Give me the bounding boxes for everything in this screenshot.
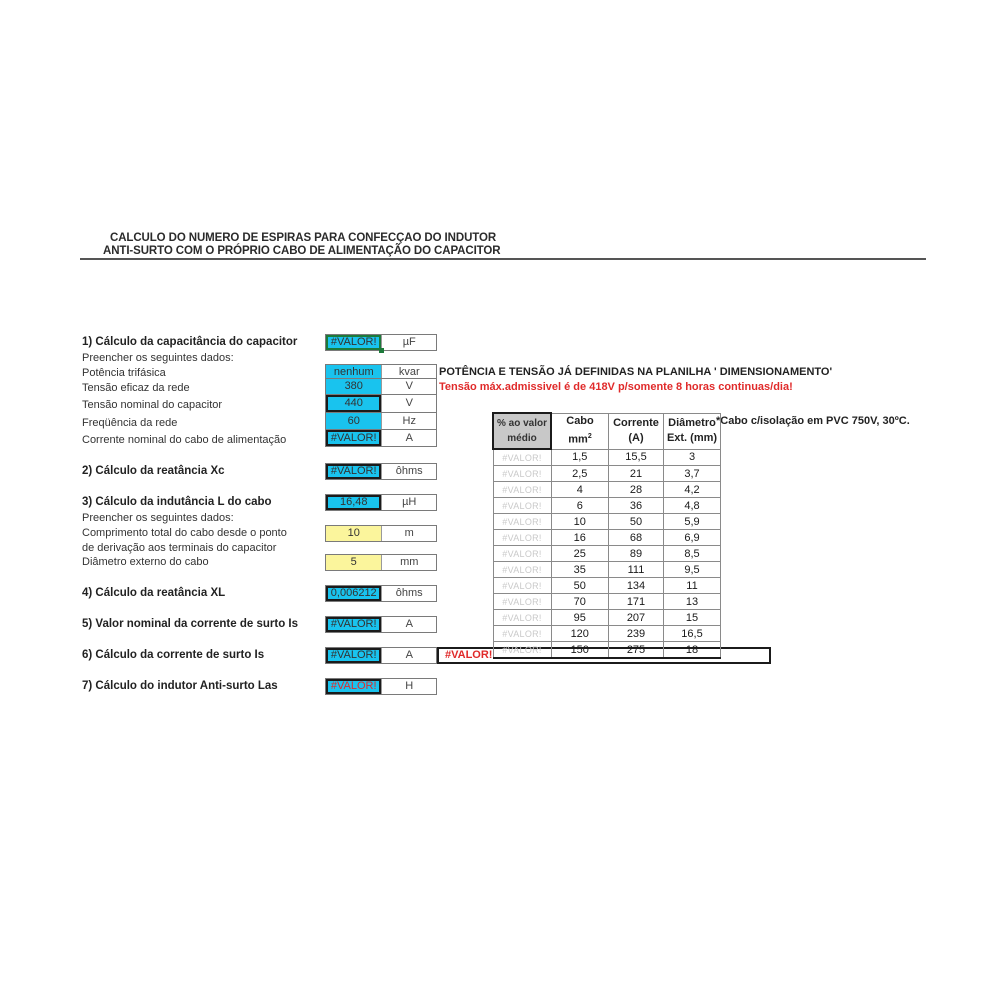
cable-length-label-1: Comprimento total do cabo desde o ponto	[82, 527, 287, 539]
step5-value[interactable]: #VALOR!	[326, 617, 381, 632]
cell-diametro[interactable]: 4,2	[664, 482, 721, 498]
cable-diameter-input[interactable]: 5	[326, 555, 381, 570]
cable-length-unit: m	[381, 526, 436, 541]
header-corrente	[609, 413, 664, 449]
cable-length-input[interactable]: 10	[326, 526, 381, 541]
table-row	[493, 482, 721, 498]
cell-pct[interactable]: #VALOR!	[493, 562, 551, 578]
step4-label: 4) Cálculo da reatância XL	[82, 587, 226, 599]
cell-pct[interactable]: #VALOR!	[493, 466, 551, 482]
input-row-power	[325, 364, 437, 379]
header-pct	[493, 413, 551, 449]
cell-diametro[interactable]: 13	[664, 594, 721, 610]
cell-diametro[interactable]: 3	[664, 449, 721, 466]
cell-diametro[interactable]: 6,9	[664, 530, 721, 546]
cell-pct[interactable]: #VALOR!	[493, 578, 551, 594]
cell-cabo[interactable]: 70	[551, 594, 609, 610]
title-divider	[80, 258, 926, 260]
step1-unit: µF	[381, 335, 436, 350]
table-row	[493, 642, 721, 659]
table-row	[493, 514, 721, 530]
step5-unit: A	[381, 617, 436, 632]
cell-corrente[interactable]: 134	[609, 578, 664, 594]
title-line-1: CALCULO DO NUMERO DE ESPIRAS PARA CONFECÇAO DO INDUTOR	[110, 232, 497, 244]
header-cabo-line1: Cabo	[566, 415, 594, 428]
nominal-current-unit: A	[381, 430, 436, 446]
cell-diametro[interactable]: 4,8	[664, 498, 721, 514]
step1-fill-prompt: Preencher os seguintes dados:	[82, 352, 234, 364]
input-row-grid-voltage	[325, 379, 437, 395]
step6-result	[325, 647, 437, 664]
input-label-grid-voltage: Tensão eficaz da rede	[82, 382, 190, 394]
step7-unit: H	[381, 679, 436, 694]
cell-pct[interactable]: #VALOR!	[493, 482, 551, 498]
cell-cabo[interactable]: 95	[551, 610, 609, 626]
cable-diameter-field	[325, 554, 437, 571]
table-row	[493, 498, 721, 514]
cell-cabo[interactable]: 2,5	[551, 466, 609, 482]
input-row-cap-voltage	[325, 395, 437, 413]
step4-value[interactable]: 0,006212	[326, 586, 381, 601]
cell-diametro[interactable]: 9,5	[664, 562, 721, 578]
cable-diameter-unit: mm	[381, 555, 436, 570]
cell-corrente[interactable]: 207	[609, 610, 664, 626]
cell-cabo[interactable]: 150	[551, 642, 609, 659]
step7-label: 7) Cálculo do indutor Anti-surto Las	[82, 680, 278, 692]
step1-inputs-group	[325, 364, 437, 447]
step2-unit: ôhms	[381, 464, 436, 479]
step6-error-box[interactable]: #VALOR!	[437, 647, 771, 664]
cell-cabo[interactable]: 16	[551, 530, 609, 546]
header-pct-line2: médio	[507, 433, 537, 444]
frequency-input[interactable]: 60	[326, 413, 381, 429]
cell-pct[interactable]: #VALOR!	[493, 546, 551, 562]
cell-diametro[interactable]: 11	[664, 578, 721, 594]
step4-unit: ôhms	[381, 586, 436, 601]
step7-value[interactable]: #VALOR!	[326, 679, 381, 694]
cell-pct[interactable]: #VALOR!	[493, 626, 551, 642]
cell-corrente[interactable]: 68	[609, 530, 664, 546]
step1-label: 1) Cálculo da capacitância do capacitor	[82, 336, 298, 348]
table-row	[493, 610, 721, 626]
header-corrente-line1: Corrente	[613, 417, 659, 429]
cable-diameter-label: Diâmetro externo do cabo	[82, 556, 209, 568]
input-row-frequency	[325, 413, 437, 430]
step3-unit: µH	[381, 495, 436, 510]
cell-corrente[interactable]: 50	[609, 514, 664, 530]
cap-voltage-input[interactable]: 440	[326, 395, 381, 412]
step1-value-cell[interactable]	[326, 335, 381, 350]
input-row-nominal-current	[325, 430, 437, 447]
cell-pct[interactable]: #VALOR!	[493, 642, 551, 659]
table-row	[493, 449, 721, 466]
grid-voltage-input[interactable]: 380	[326, 379, 381, 394]
header-cabo-line2-wrap	[552, 429, 608, 448]
cell-cabo[interactable]: 4	[551, 482, 609, 498]
input-label-frequency: Freqüência da rede	[82, 417, 178, 429]
step1-value: #VALOR!	[330, 336, 377, 348]
grid-voltage-unit: V	[381, 379, 436, 394]
step6-value[interactable]: #VALOR!	[326, 648, 381, 663]
step3-label: 3) Cálculo da indutância L do cabo	[82, 496, 272, 508]
step3-value[interactable]: 16,48	[326, 495, 381, 510]
header-pct-line1: % ao valor	[496, 418, 548, 429]
header-cabo-sup: 2	[587, 433, 592, 441]
cell-diametro[interactable]: 3,7	[664, 466, 721, 482]
cell-pct[interactable]: #VALOR!	[493, 514, 551, 530]
cell-corrente[interactable]: 15,5	[609, 449, 664, 466]
cable-length-field	[325, 525, 437, 542]
header-diametro	[664, 413, 721, 449]
table-row	[493, 594, 721, 610]
step7-result	[325, 678, 437, 695]
cell-pct[interactable]: #VALOR!	[493, 530, 551, 546]
fill-handle[interactable]	[379, 348, 384, 353]
cable-table-header	[493, 413, 721, 449]
cell-corrente[interactable]: 28	[609, 482, 664, 498]
step2-value[interactable]: #VALOR!	[326, 464, 381, 479]
header-corrente-line2: (A)	[628, 432, 644, 444]
cell-corrente[interactable]: 111	[609, 562, 664, 578]
table-row	[493, 530, 721, 546]
cell-cabo[interactable]: 10	[551, 514, 609, 530]
cell-pct[interactable]: #VALOR!	[493, 594, 551, 610]
step3-result	[325, 494, 437, 511]
cell-diametro[interactable]: 16,5	[664, 626, 721, 642]
header-cabo	[551, 413, 609, 449]
power-input[interactable]: nenhum	[326, 365, 381, 378]
cell-pct[interactable]: #VALOR!	[493, 449, 551, 466]
input-label-nominal-current: Corrente nominal do cabo de alimentação	[82, 434, 287, 446]
table-row	[493, 466, 721, 482]
step4-result	[325, 585, 437, 602]
cell-diametro[interactable]: 15	[664, 610, 721, 626]
step6-label: 6) Cálculo da corrente de surto Is	[82, 649, 265, 661]
table-row	[493, 562, 721, 578]
cell-cabo[interactable]: 35	[551, 562, 609, 578]
cell-cabo[interactable]: 25	[551, 546, 609, 562]
cell-pct[interactable]: #VALOR!	[493, 610, 551, 626]
table-row	[493, 578, 721, 594]
cell-diametro[interactable]: 5,9	[664, 514, 721, 530]
cell-corrente[interactable]: 171	[609, 594, 664, 610]
cell-diametro[interactable]: 8,5	[664, 546, 721, 562]
frequency-unit: Hz	[381, 413, 436, 429]
step6-unit: A	[381, 648, 436, 663]
header-diametro-line1: Diâmetro	[668, 417, 716, 429]
header-cabo-line2: mm	[568, 433, 588, 446]
cable-table	[492, 412, 721, 659]
voltage-warning: Tensão máx.admissivel é de 418V p/somente 8 horas continuas/dia!	[439, 381, 793, 393]
cell-corrente[interactable]: 36	[609, 498, 664, 514]
step5-result	[325, 616, 437, 633]
cell-pct[interactable]: #VALOR!	[493, 498, 551, 514]
cable-insulation-note: *Cabo c/isolação em PVC 750V, 30ºC.	[716, 415, 910, 427]
cell-cabo[interactable]: 50	[551, 578, 609, 594]
step3-fill-prompt: Preencher os seguintes dados:	[82, 512, 234, 524]
cap-voltage-unit: V	[381, 395, 436, 412]
cell-cabo[interactable]: 6	[551, 498, 609, 514]
step2-result	[325, 463, 437, 480]
cell-corrente[interactable]: 275	[609, 642, 664, 659]
step5-label: 5) Valor nominal da corrente de surto Is	[82, 618, 299, 630]
header-diametro-line2: Ext. (mm)	[666, 432, 718, 444]
table-row	[493, 546, 721, 562]
cell-diametro[interactable]: 18	[664, 642, 721, 659]
cell-cabo[interactable]: 120	[551, 626, 609, 642]
cell-corrente[interactable]: 21	[609, 466, 664, 482]
table-row	[493, 626, 721, 642]
cell-cabo[interactable]: 1,5	[551, 449, 609, 466]
input-label-power: Potência trifásica	[82, 367, 166, 379]
input-label-cap-voltage: Tensão nominal do capacitor	[82, 399, 223, 411]
cable-length-label-2: de derivação aos terminais do capacitor	[82, 542, 277, 554]
title-line-2: ANTI-SURTO COM O PRÓPRIO CABO DE ALIMENTAÇÃO DO CAPACITOR	[103, 245, 501, 257]
step2-label: 2) Cálculo da reatância Xc	[82, 465, 225, 477]
power-unit: kvar	[381, 365, 436, 378]
step1-result	[325, 334, 437, 351]
nominal-current-value[interactable]: #VALOR!	[326, 430, 381, 446]
cell-corrente[interactable]: 89	[609, 546, 664, 562]
cell-corrente[interactable]: 239	[609, 626, 664, 642]
defined-note: POTÊNCIA E TENSÃO JÁ DEFINIDAS NA PLANILHA ' DIMENSIONAMENTO'	[439, 366, 833, 378]
